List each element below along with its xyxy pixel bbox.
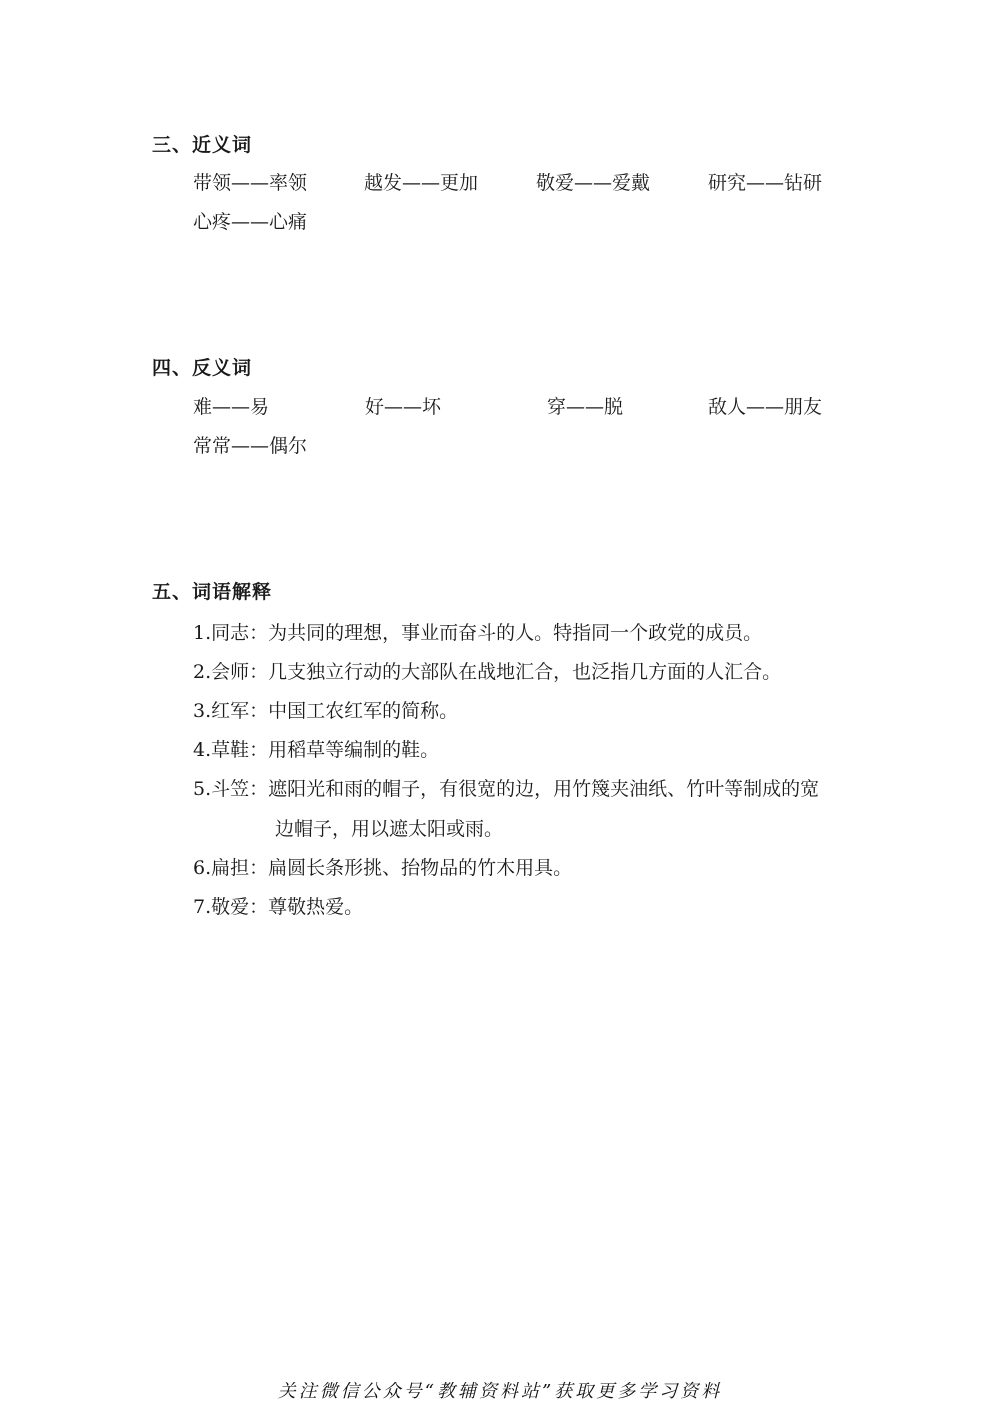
antonyms-row-1: [193, 392, 893, 422]
definition-term: 红军：: [211, 700, 269, 722]
definition-term: 会师：: [211, 661, 269, 683]
definition-item: [193, 657, 781, 684]
definition-term: 同志：: [211, 622, 269, 644]
definition-text: 扁圆长条形挑、抬物品的竹木用具。: [268, 857, 573, 879]
antonym-pair: 常常——偶尔: [193, 435, 308, 457]
definition-number: 5.: [193, 778, 212, 800]
definition-text: 几支独立行动的大部队在战地汇合，也泛指几方面的人汇合。: [268, 661, 782, 683]
definition-term: 斗笠：: [211, 778, 269, 800]
antonym-pair: 穿——脱: [547, 396, 624, 418]
antonyms-title: 四、反义词: [152, 357, 253, 379]
definition-number: 3.: [193, 700, 212, 722]
synonym-pair: 心疼——心痛: [193, 211, 308, 233]
definition-text: 为共同的理想，事业而奋斗的人。特指同一个政党的成员。: [268, 622, 763, 644]
definition-number: 6.: [193, 857, 212, 879]
synonym-pair: 敬爱——爱戴: [536, 172, 651, 194]
definition-item: [193, 892, 363, 919]
footer-note: 关注微信公众号“教辅资料站”获取更多学习资料: [277, 1381, 723, 1402]
definition-term: 敬爱：: [211, 896, 269, 918]
definition-text: 尊敬热爱。: [268, 896, 364, 918]
definition-number: 2.: [193, 661, 212, 683]
definition-term: 草鞋：: [211, 739, 269, 761]
definition-term: 扁担：: [211, 857, 269, 879]
antonym-pair: 好——坏: [365, 396, 442, 418]
definition-continuation: 边帽子，用以遮太阳或雨。: [275, 818, 504, 840]
definition-text: 中国工农红军的简称。: [268, 700, 459, 722]
definition-item: [193, 735, 439, 762]
definition-item: [193, 853, 572, 880]
antonyms-row-2: [193, 431, 893, 461]
synonym-pair: 带领——率领: [193, 172, 308, 194]
definitions-title: 五、词语解释: [152, 581, 273, 603]
definition-item: [193, 774, 819, 801]
antonym-pair: 难——易: [193, 396, 270, 418]
definition-number: 7.: [193, 896, 212, 918]
antonym-pair: 敌人——朋友: [708, 396, 823, 418]
definition-item: [193, 696, 458, 723]
synonyms-row-2: [193, 207, 893, 237]
definition-number: 1.: [193, 622, 212, 644]
definition-number: 4.: [193, 739, 212, 761]
synonym-pair: 研究——钻研: [708, 172, 823, 194]
synonyms-row-1: [193, 168, 893, 198]
definition-text: 用稻草等编制的鞋。: [268, 739, 440, 761]
definition-item: [193, 618, 762, 645]
synonyms-title: 三、近义词: [152, 134, 253, 156]
definition-text: 遮阳光和雨的帽子，有很宽的边，用竹篾夹油纸、竹叶等制成的宽: [268, 778, 820, 800]
synonym-pair: 越发——更加: [364, 172, 479, 194]
